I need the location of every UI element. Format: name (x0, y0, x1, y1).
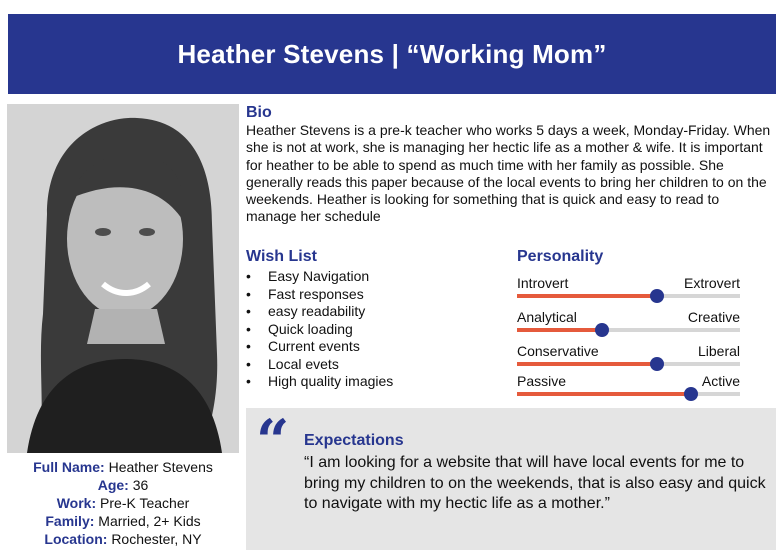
bullet-icon: • (246, 303, 251, 319)
age-row (7, 476, 239, 494)
work-value: Pre-K Teacher (100, 495, 190, 511)
expectations-panel (246, 408, 776, 550)
age-label: Age: (97, 477, 129, 493)
trait-right-label: Extrovert (683, 275, 740, 291)
trait-passive-active (517, 373, 740, 397)
age-value: 36 (132, 477, 149, 493)
bio-text: Heather Stevens is a pre-k teacher who works 5 days a week, Monday-Friday. When she is not at work, she is managing her hectic life as a mother & wife. It is important for heather to be able to spend as much time with her family as possible. She generally reads this paper because of the local events to bring her children to on the weekends. Heather is looking for something that is quick and easy to read to manage her schedule (246, 122, 771, 225)
persona-header (8, 14, 776, 94)
family-row (7, 512, 239, 530)
trait-knob (684, 387, 698, 401)
trait-analytical-creative (517, 309, 740, 333)
bullet-icon: • (246, 320, 251, 337)
bullet-icon: • (246, 355, 251, 372)
trait-knob (650, 357, 664, 371)
trait-right-label: Liberal (697, 343, 740, 359)
expectations-title: Expectations (304, 432, 404, 449)
trait-left-label: Analytical (517, 309, 577, 325)
list-item: • Current events (246, 338, 360, 354)
personality-section (517, 248, 740, 389)
location-label: Location: (44, 531, 108, 547)
list-item: • Fast responses (246, 285, 364, 302)
trait-left-label: Introvert (517, 275, 569, 291)
list-item: • easy readability (246, 303, 366, 319)
persona-photo (7, 104, 239, 453)
list-item: • Local evets (246, 355, 339, 372)
list-item: • High quality imagies (246, 373, 394, 389)
trait-introvert-extrovert (517, 275, 740, 299)
list-item: • Quick loading (246, 320, 353, 337)
trait-knob (595, 323, 609, 337)
list-item: • Easy Navigation (246, 268, 370, 284)
trait-fill (517, 294, 657, 298)
trait-track (517, 294, 740, 298)
trait-fill (517, 362, 657, 366)
wish-list-section (246, 248, 496, 391)
family-label: Family: (45, 513, 95, 529)
wish-list-title: Wish List (246, 248, 317, 265)
trait-left-label: Passive (517, 373, 567, 389)
family-value: Married, 2+ Kids (98, 513, 201, 529)
bullet-icon: • (246, 285, 251, 302)
trait-track (517, 328, 740, 332)
location-value: Rochester, NY (111, 531, 202, 547)
bio-title: Bio (246, 104, 272, 121)
trait-track (517, 362, 740, 366)
persona-title: Heather Stevens | “Working Mom” (177, 38, 607, 69)
bullet-icon: • (246, 373, 251, 389)
full-name-value: Heather Stevens (108, 459, 213, 475)
personality-title: Personality (517, 248, 604, 265)
location-row (7, 530, 239, 548)
trait-right-label: Creative (687, 309, 740, 325)
work-label: Work: (56, 495, 97, 511)
trait-conservative-liberal (517, 343, 740, 367)
wish-list (246, 268, 496, 391)
trait-left-label: Conservative (517, 343, 599, 359)
bullet-icon: • (246, 268, 251, 284)
quote-icon: “ (256, 407, 290, 475)
bullet-icon: • (246, 338, 251, 354)
full-name-row (7, 458, 239, 476)
profile-details (7, 458, 239, 548)
trait-knob (650, 289, 664, 303)
trait-right-label: Active (701, 373, 740, 389)
trait-fill (517, 392, 691, 396)
expectations-text: “I am looking for a website that will have local events for me to bring my children to on the weekends, that is also easy and quick to navigate with my hectic life as a mother.” (304, 454, 766, 512)
work-row (7, 494, 239, 512)
bio-section (246, 104, 772, 226)
trait-fill (517, 328, 602, 332)
full-name-label: Full Name: (33, 459, 105, 475)
trait-track (517, 392, 740, 396)
